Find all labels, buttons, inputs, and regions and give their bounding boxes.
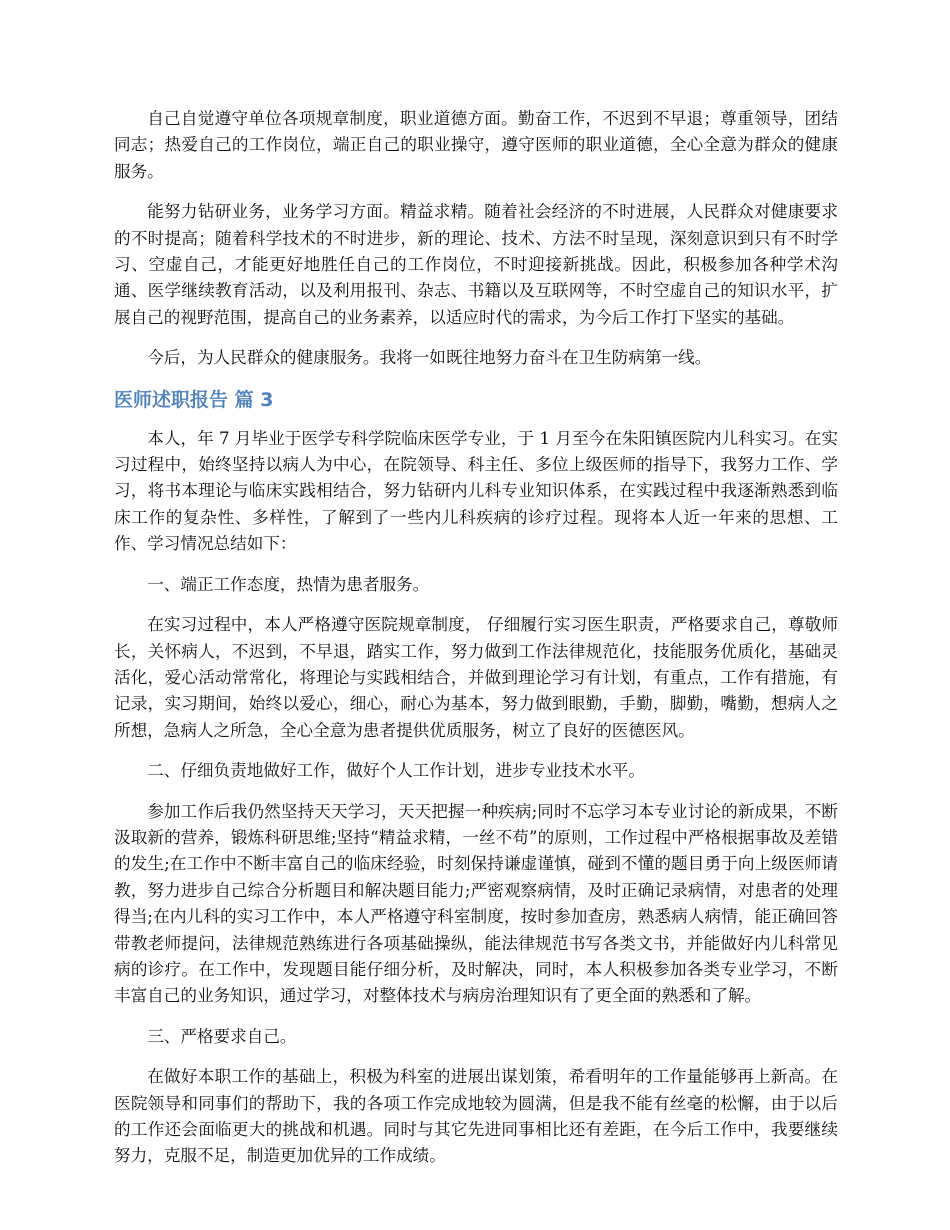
section-heading: 医师述职报告 篇 3 — [114, 388, 274, 411]
paragraph-future-commitment: 今后，为人民群众的健康服务。我将一如既往地努力奋斗在卫生防病第一线。 — [147, 348, 712, 368]
paragraph-attitude: 在实习过程中，本人严格遵守医院规章制度， 仔细履行实习医生职责，严格要求自己，尊敬师长，关怀病人，不迟到，不早退，踏实工作，努力做到工作法律规范化，技能服务优质化，基础灵活化，爱心活动常常化，将理论与实践相结合，并做到理论学习有计划，有重点，工作有措施，有记录，实习期间，始终以爱心，细心，耐心为基本，努力做到眼勤，手勤，脚勤，嘴勤，想病人之所想，急病人之所急，全心全意为患者提供优质服务，树立了良好的医德医风。 — [114, 615, 838, 740]
paragraph-responsibility: 参加工作后我仍然坚持天天学习，天天把握一种疾病;同时不忘学习本专业讨论的新成果，不断汲取新的营养，锻炼科研思维;坚持“精益求精，一丝不苟”的原则，工作过程中严格根据事故及差错的发生;在工作中不断丰富自己的临床经验，时刻保持谦虚谨慎，碰到不懂的题目勇于向上级医师请教，努力进步自己综合分析题目和解决题目能力;严密观察病情，及时正确记录病情，对患者的处理得当;在内儿科的实习工作中，本人严格遵守科室制度，按时参加查房，熟悉病人病情，能正确回答带教老师提问，法律规范熟练进行各项基础操纵，能法律规范书写各类文书，并能做好内儿科常见病的诊疗。在工作中，发现题目能仔细分析，及时解决，同时，本人积极参加各类专业学习，不断丰富自己的业务知识，通过学习，对整体技术与病房治理知识有了更全面的熟悉和了解。 — [114, 801, 838, 1006]
subheading-self-discipline: 三、严格要求自己。 — [147, 1026, 297, 1046]
document-page — [114, 106, 838, 1184]
paragraph-self-discipline: 在做好本职工作的基础上，积极为科室的进展出谋划策，希看明年的工作量能够再上新高。在医院领导和同事们的帮助下，我的各项工作完成地较为圆满，但是我不能有丝毫的松懈，由于以后的工作还会面临更大的挑战和机遇。同时与其它先进同事相比还有差距，在今后工作中，我要继续努力，克服不足，制造更加优异的工作成绩。 — [114, 1067, 838, 1166]
subheading-responsibility: 二、仔细负责地做好工作，做好个人工作计划，进步专业技术水平。 — [147, 761, 645, 781]
subheading-attitude: 一、端正工作态度，热情为患者服务。 — [147, 574, 430, 594]
paragraph-professional-study: 能努力钻研业务，业务学习方面。精益求精。随着社会经济的不时进展，人民群众对健康要求的不时提高；随着科学技术的不时进步，新的理论、技术、方法不时呈现，深刻意识到只有不时学习、空虚自己，才能更好地胜任自己的工作岗位，不时迎接新挑战。因此，积极参加各种学术沟通、医学继续教育活动，以及利用报刊、杂志、书籍以及互联网等，不时空虚自己的知识水平，扩展自己的视野范围，提高自己的业务素养，以适应时代的需求，为今后工作打下坚实的基础。 — [114, 202, 838, 327]
paragraph-work-ethics: 自己自觉遵守单位各项规章制度，职业道德方面。勤奋工作，不迟到不早退；尊重领导，团结同志；热爱自己的工作岗位，端正自己的职业操守，遵守医师的职业道德，全心全意为群众的健康服务。 — [114, 109, 838, 181]
paragraph-intro: 本人，年 7 月毕业于医学专科学院临床医学专业，于 1 月至今在朱阳镇医院内儿科实习。在实习过程中，始终坚持以病人为中心，在院领导、科主任、多位上级医师的指导下，我努力工作、学习，将书本理论与临床实践相结合，努力钻研内儿科专业知识体系，在实践过程中我逐渐熟悉到临床工作的复杂性、多样性，了解到了一些内儿科疾病的诊疗过程。现将本人近一年来的思想、工作、学习情况总结如下： — [114, 428, 838, 554]
